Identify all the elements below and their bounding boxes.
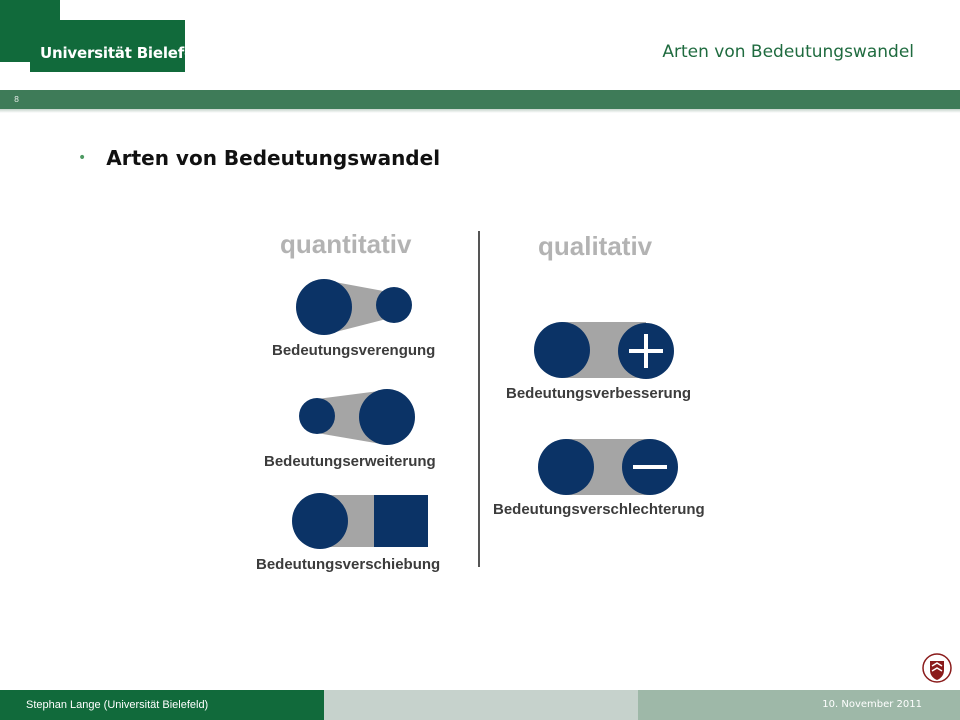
large-circle [296,279,352,335]
label-verbesserung: Bedeutungsverbesserung [506,385,692,402]
bullet-icon: • [78,150,87,166]
footer-author: Stephan Lange (Universität Bielefeld) [26,699,209,711]
heading-quantitativ: quantitativ [280,229,412,259]
symbol-verschlechterung [538,439,678,495]
square [374,495,428,547]
university-seal-icon [922,652,952,684]
symbol-verengung [296,279,412,335]
label-verengung: Bedeutungsverengung [272,342,436,359]
footer-middle-panel [324,690,638,720]
header-bar [0,90,960,109]
large-circle [534,322,590,378]
heading-qualitativ: qualitativ [538,231,653,261]
footer-left-panel [0,690,324,720]
header-bar-shadow [0,109,960,113]
semantic-change-diagram [240,215,740,585]
small-circle [376,287,412,323]
university-logo [0,0,210,72]
symbol-verschiebung [292,493,428,549]
header-title: Arten von Bedeutungswandel [662,42,914,62]
label-erweiterung: Bedeutungserweiterung [264,453,436,470]
footer [0,690,960,720]
symbol-erweiterung [299,389,415,445]
bullet-text: Arten von Bedeutungswandel [106,146,441,170]
logo-text: Universität Bielefeld [40,44,210,62]
symbol-verbesserung [534,322,674,379]
label-verschlechterung: Bedeutungsverschlechterung [493,501,705,518]
footer-date: 10. November 2011 [822,699,922,710]
large-circle [292,493,348,549]
bullet-item [78,146,440,170]
label-verschiebung: Bedeutungsverschiebung [256,556,441,573]
footer-right-panel [638,690,960,720]
large-circle [359,389,415,445]
small-circle [299,398,335,434]
large-circle [538,439,594,495]
slide-number: 8 [14,95,20,104]
